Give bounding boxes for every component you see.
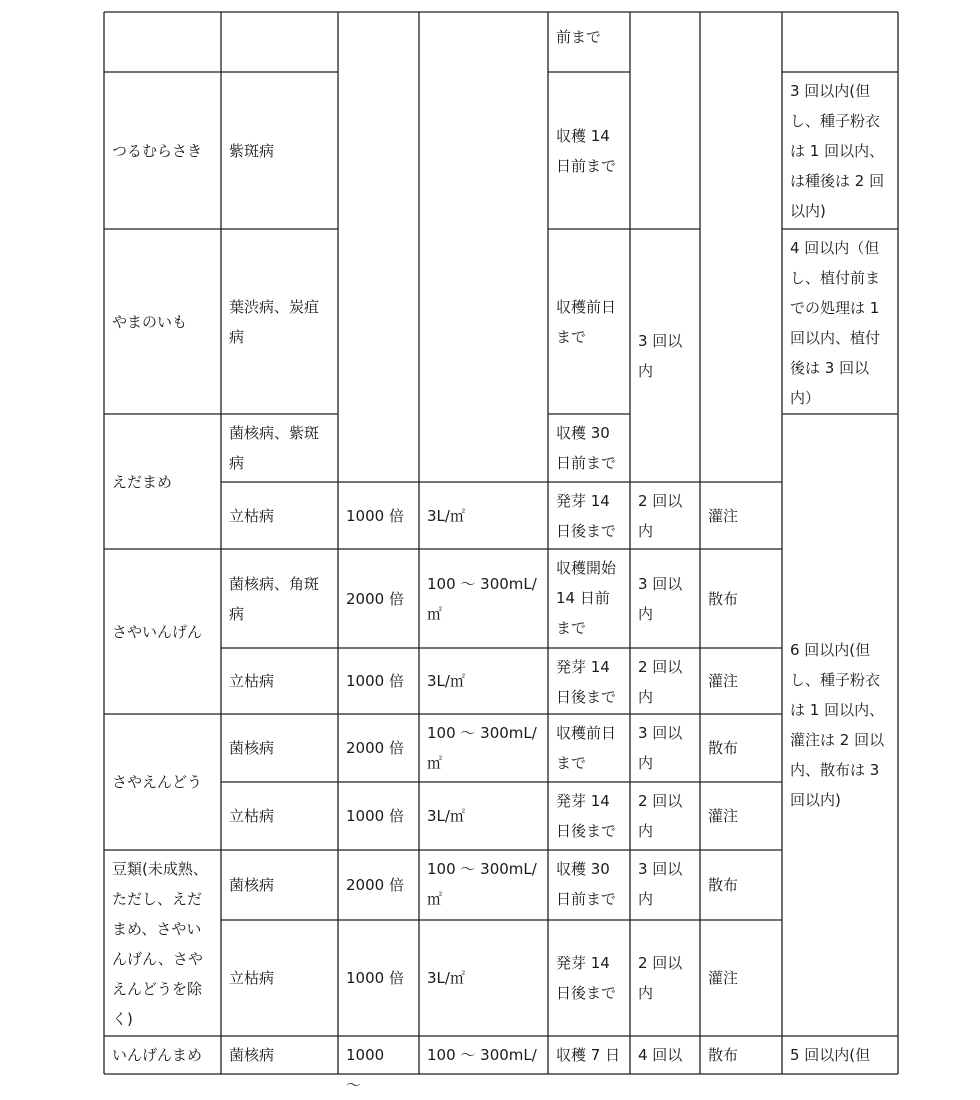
cell-r1-total-uses: 3 回以内(但 し、種子粉衣 は 1 回以内、 は種後は 2 回 以内) [790,82,885,220]
cell-r8-count: 2 回以 内 [638,792,683,840]
cell-r10-disease: 立枯病 [229,969,275,987]
cell-r2-count: 3 回以 内 [638,331,683,380]
cell-r8-timing: 発芽 14 日後まで [556,792,617,840]
cell-r3-timing: 収穫 30 日前まで [556,424,617,472]
cell-r6-count: 2 回以 内 [638,658,683,706]
cell-r7-disease: 菌核病 [229,739,275,757]
cell-r11-dilution: 1000 ～ [346,1046,400,1094]
cell-r9-timing: 収穫 30 日前まで [556,860,617,908]
cell-r1-crop: つるむらさき [112,141,203,160]
cell-r11-count: 4 回以 [638,1046,683,1064]
cell-r4-count: 2 回以 内 [638,492,683,540]
cell-r9-disease: 菌核病 [229,876,275,894]
cell-r11-disease: 菌核病 [229,1046,275,1064]
cell-r5-dilution: 2000 倍 [346,589,404,608]
cell-r6-amount: 3L/㎡ [427,672,465,690]
cell-r7-timing: 収穫前日 まで [556,724,617,772]
cell-r4-dilution: 1000 倍 [346,506,404,525]
cell-r11-crop: いんげんまめ [112,1046,203,1064]
cell-r7-method: 散布 [708,739,739,757]
cell-r11-timing: 収穫 7 日 [556,1046,621,1064]
cell-r10-method: 灌注 [708,969,739,987]
cell-r7-dilution: 2000 倍 [346,739,404,757]
cell-legume-total-uses: 6 回以内(但 し、種子粉衣 は 1 回以内、 灌注は 2 回以 内、散布は 3 回以内) [790,641,885,809]
cell-r4-amount: 3L/㎡ [427,506,465,525]
cell-r8-method: 灌注 [708,807,739,825]
cell-r2-disease: 葉渋病、炭疽 病 [229,297,320,346]
cell-r9-amount: 100 ～ 300mL/ ㎡ [427,860,537,908]
cell-r9-dilution: 2000 倍 [346,876,404,894]
cell-r5-count: 3 回以 内 [638,574,683,623]
cell-r6-dilution: 1000 倍 [346,672,404,690]
cell-r0-spray-timing: 前まで [556,28,602,46]
cell-r7-crop: さやえんどう [112,773,203,791]
cell-r2-total-uses: 4 回以内（但 し、植付前ま での処理は 1 回以内、植付 後は 3 回以 内） [790,239,881,407]
cell-r6-method: 灌注 [708,672,739,690]
cell-r4-timing: 発芽 14 日後まで [556,492,617,540]
cell-r7-count: 3 回以 内 [638,724,683,772]
cell-r9-crop: 豆類(未成熟、 ただし、えだ まめ、さやい んげん、さや えんどうを除 く) [112,860,208,1028]
cell-r9-method: 散布 [708,876,739,894]
cell-r5-disease: 菌核病、角斑 病 [229,574,320,623]
cell-r3-disease: 菌核病、紫斑 病 [229,424,320,472]
cell-r4-disease: 立枯病 [229,506,275,525]
cell-r5-timing: 収穫開始 14 日前 まで [556,559,617,637]
cell-r8-disease: 立枯病 [229,807,275,825]
cell-r10-dilution: 1000 倍 [346,969,404,987]
cell-r9-count: 3 回以 内 [638,860,683,908]
cell-r7-amount: 100 ～ 300mL/ ㎡ [427,724,537,772]
cell-r6-disease: 立枯病 [229,672,275,690]
cell-r2-crop: やまのいも [112,312,188,331]
cell-r2-timing: 収穫前日 まで [556,297,617,346]
cell-r10-amount: 3L/㎡ [427,969,465,987]
cell-r8-amount: 3L/㎡ [427,807,465,825]
cell-r11-total-uses: 5 回以内(但 [790,1046,871,1064]
cell-r1-timing: 収穫 14 日前まで [556,126,617,175]
cell-r10-count: 2 回以 内 [638,954,683,1002]
cell-r5-crop: さやいんげん [112,622,203,641]
cell-r4-method: 灌注 [708,506,739,525]
cell-r11-amount: 100 ～ 300mL/ [427,1046,537,1064]
cell-r8-dilution: 1000 倍 [346,807,404,825]
cell-r3-crop: えだまめ [112,472,173,491]
cell-r5-amount: 100 ～ 300mL/ ㎡ [427,574,537,623]
cell-r11-method: 散布 [708,1046,739,1064]
cell-r6-timing: 発芽 14 日後まで [556,658,617,706]
cell-r10-timing: 発芽 14 日後まで [556,954,617,1002]
cell-r5-method: 散布 [708,589,739,608]
cell-r1-disease: 紫斑病 [229,141,275,160]
